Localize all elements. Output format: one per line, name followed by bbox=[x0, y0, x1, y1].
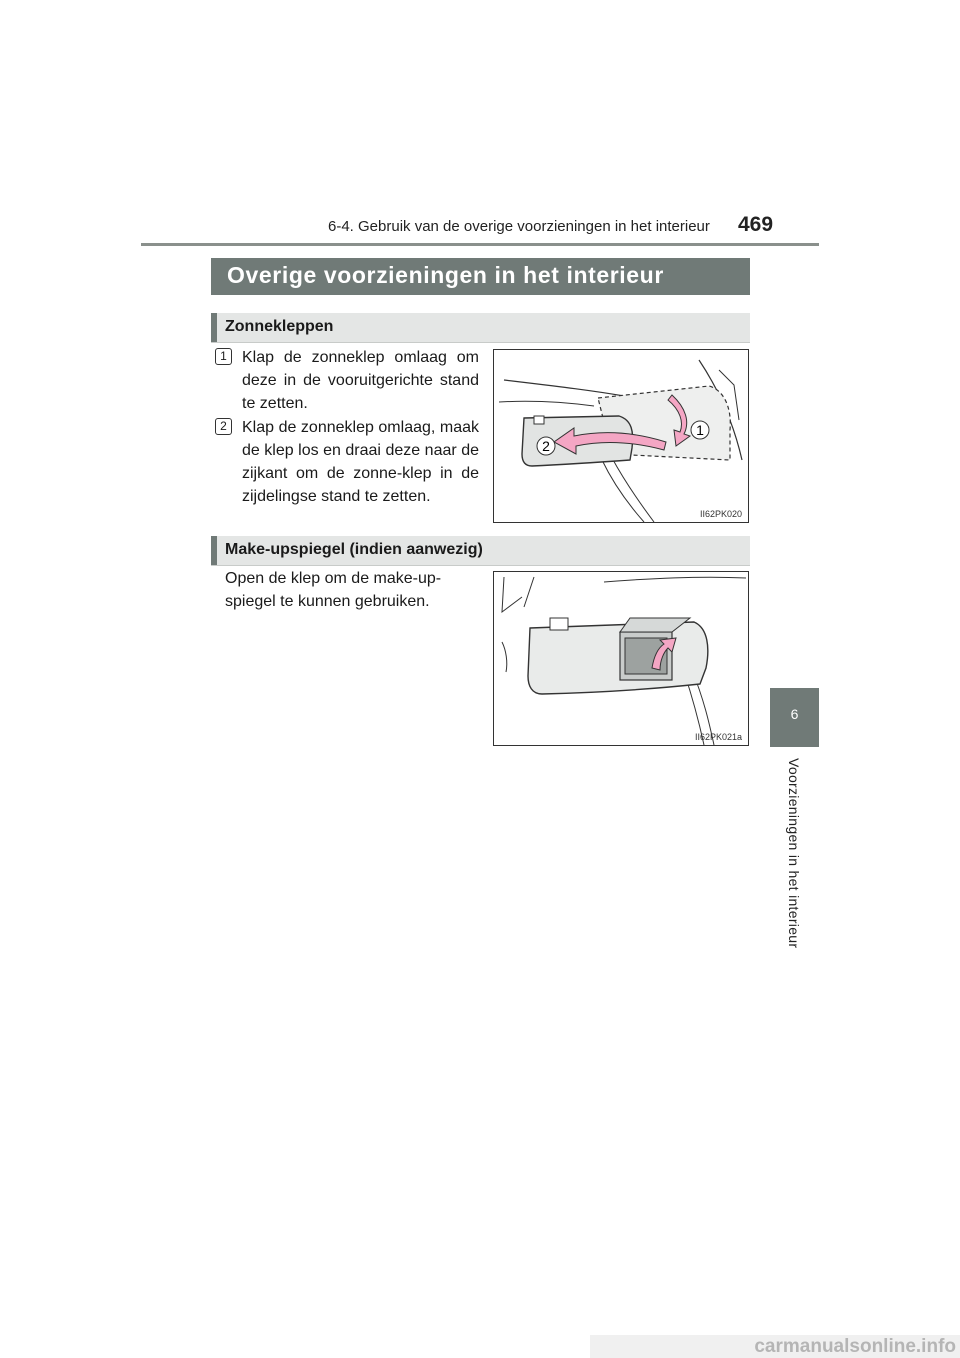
figure-code: II62PK020 bbox=[699, 509, 742, 519]
step-number: 1 bbox=[215, 348, 232, 365]
step-number: 2 bbox=[215, 418, 232, 435]
figure-callout-2: 2 bbox=[542, 438, 550, 454]
figure-code: II62PK021a bbox=[694, 732, 742, 742]
chapter-tab bbox=[770, 688, 819, 747]
page-number: 469 bbox=[738, 213, 774, 236]
figure-callout-1: 1 bbox=[696, 422, 704, 438]
subheading-marker bbox=[211, 313, 217, 342]
page-title: Overige voorzieningen in het interieur bbox=[227, 262, 664, 288]
watermark: carmanualsonline.info bbox=[590, 1335, 960, 1358]
step-text: Klap de zonneklep omlaag, maak de klep los en draai deze naar de zijkant om de zonne-klep in de zijdelingse stand te zetten. bbox=[242, 419, 479, 505]
page-title-banner bbox=[211, 258, 750, 295]
sun-visor-figure bbox=[493, 349, 749, 523]
subheading-marker bbox=[211, 536, 217, 565]
header-rule bbox=[141, 243, 819, 246]
vanity-mirror-illustration bbox=[494, 572, 748, 745]
subheading-text: Make-upspiegel (indien aanwezig) bbox=[225, 541, 483, 558]
subheading-text: Zonnekleppen bbox=[225, 318, 334, 335]
chapter-label: Voorzieningen in het interieur bbox=[786, 758, 802, 949]
vanity-mirror-figure bbox=[493, 571, 749, 746]
chapter-number: 6 bbox=[790, 706, 799, 722]
sun-visor-illustration bbox=[494, 350, 748, 522]
section-path: 6-4. Gebruik van de overige voorzieningen in het interieur bbox=[328, 218, 710, 235]
vanity-mirror-text: Open de klep om de make-up-spiegel te kunnen gebruiken. bbox=[225, 570, 442, 610]
step-text: Klap de zonneklep omlaag om deze in de vooruitgerichte stand te zetten. bbox=[242, 349, 479, 412]
subheading-vanity-mirror bbox=[211, 536, 750, 566]
subheading-sun-visors bbox=[211, 313, 750, 343]
